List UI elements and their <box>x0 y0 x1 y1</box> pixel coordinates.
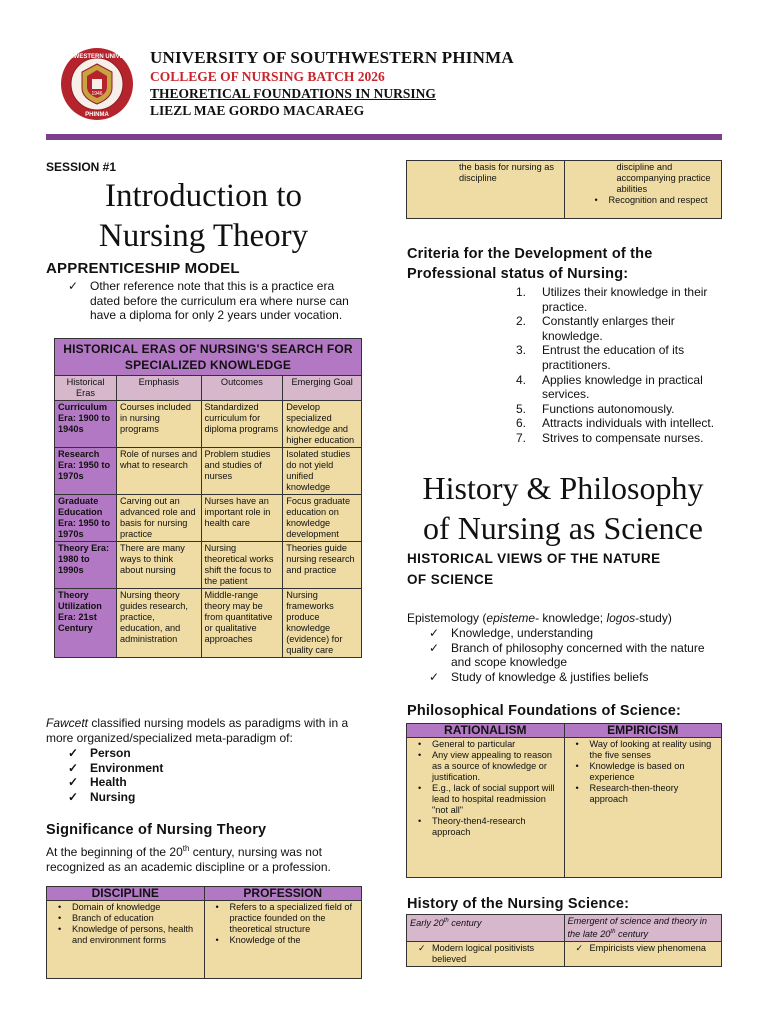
list-item: 5. Functions autonomously. <box>516 401 675 416</box>
list-item: 6. Attracts individuals with intellect. <box>516 416 715 431</box>
table-header: PROFESSION <box>204 887 362 901</box>
table-row: Curriculum Era: 1900 to 1940s Courses included in nursing programs Standardized curriculum for diploma programs Develop specialized knowledge and higher education <box>55 401 362 448</box>
table-header: RATIONALISM <box>407 724 565 738</box>
list-item: • General to particular <box>410 739 561 750</box>
foundations-heading: Philosophical Foundations of Science: <box>407 703 682 719</box>
list-item: 4. Applies knowledge in practical services. <box>516 372 703 402</box>
university-name: UNIVERSITY OF SOUTHWESTERN PHINMA <box>150 48 514 67</box>
metaparadigm-list <box>68 746 163 804</box>
nursing-science-history-table <box>406 914 722 967</box>
table-header: Emergent of science and theory in the late 20th century <box>564 915 722 942</box>
check-icon: ✓ <box>68 760 79 775</box>
header-divider <box>46 134 722 140</box>
university-seal-logo <box>52 46 142 122</box>
list-item: ✓ Study of knowledge & justifies beliefs <box>429 669 649 684</box>
list-item: • Way of looking at reality using the five senses <box>568 739 719 761</box>
table-row: Graduate Education Era: 1950 to 1970s Carving out an advanced role and basis for nursing practice Nurses have an important role in health care Focus graduate education on knowledge development <box>55 495 362 542</box>
list-item: • Knowledge of the <box>208 935 359 946</box>
session-label: SESSION #1 <box>46 160 117 174</box>
table-header: Emerging Goal <box>283 376 362 401</box>
seal-bottom-text: PHINMA <box>85 112 109 118</box>
list-item: ✓ Other reference note that this is a practice era dated before the curriculum era where nurse can have a diploma for only 2 years under vocation. <box>68 279 349 322</box>
list-item: ✓ Knowledge, understanding <box>429 626 594 640</box>
early-century-list <box>410 943 561 965</box>
check-icon: ✓ <box>429 669 440 684</box>
seal-year: 1946 <box>91 91 103 97</box>
table-header: Historical Eras <box>55 376 117 401</box>
list-item: • Knowledge is based on experience <box>568 761 719 783</box>
list-item: ✓ Nursing <box>68 789 136 804</box>
continued-cell: the basis for nursing as discipline <box>407 161 565 219</box>
list-item: 1. Utilizes their knowledge in their practice. <box>516 285 708 314</box>
list-item: • Any view appealing to reason as a source of knowledge or justification. <box>410 750 561 783</box>
table-header: Emphasis <box>117 376 202 401</box>
list-item: ✓ Modern logical positivists believed <box>418 943 535 965</box>
list-item: 2. Constantly enlarges their knowledge. <box>516 314 675 343</box>
list-item: ✓ Empiricists view phenomena <box>575 943 706 954</box>
epistemology-paragraph: Epistemology (episteme- knowledge; logos-study) <box>407 611 672 625</box>
check-icon: ✓ <box>429 640 440 655</box>
discipline-list <box>50 902 201 946</box>
discipline-profession-continued-table <box>406 160 722 219</box>
historical-views-heading: HISTORICAL VIEWS OF THE NATURE OF SCIENCE <box>407 551 661 587</box>
table-row: Theory Utilization Era: 21st Century Nursing theory guides research, practice, education, and administration Middle-range theory may be from quantitative or qualitative approaches Nursing frameworks produce knowledge (evidence) for quality care <box>55 589 362 658</box>
fawcett-paragraph: Fawcett classified nursing models as paradigms with in a more organized/specialized meta-paradigm of: <box>46 716 349 745</box>
list-item: • E.g., lack of social support will lead to hospital readmission "not all" <box>410 783 561 816</box>
table-row: Theory Era: 1980 to 1990s There are many ways to think about nursing Nursing theoretical works shift the focus to the patient Theories guide nursing research and practice <box>55 542 362 589</box>
check-icon: ✓ <box>68 746 79 760</box>
course-title: THEORETICAL FOUNDATIONS IN NURSING <box>150 86 436 101</box>
table-row: Research Era: 1950 to 1970s Role of nurses and what to research Problem studies and studies of nurses Isolated studies do not yield unified knowledge <box>55 448 362 495</box>
table-header: DISCIPLINE <box>47 887 205 901</box>
history-heading: History of the Nursing Science: <box>407 896 630 912</box>
list-item: • Refers to a specialized field of practice founded on the theoretical structure <box>208 902 359 935</box>
list-item: ✓ Environment <box>68 760 164 775</box>
check-icon: ✓ <box>68 789 79 804</box>
epistemology-list <box>429 626 723 684</box>
check-icon: ✓ <box>68 279 79 293</box>
list-item: ✓ Health <box>68 775 127 789</box>
check-icon: ✓ <box>68 775 79 789</box>
historical-eras-table <box>54 338 362 658</box>
section-title: History & Philosophy of Nursing as Science <box>422 470 704 546</box>
college-name: COLLEGE OF NURSING BATCH 2026 <box>150 69 385 84</box>
list-item: • Research-then-theory approach <box>568 783 719 805</box>
discipline-profession-table <box>46 886 362 979</box>
continued-cell: discipline and accompanying practice abilities <box>616 162 711 194</box>
list-item: 7. Strives to compensate nurses. <box>516 430 704 445</box>
list-item: ✓ Person <box>68 746 131 760</box>
page-title: Introduction to Nursing Theory <box>98 178 309 254</box>
list-item: • Recognition and respect <box>587 195 719 206</box>
table-header: Early 20th century <box>407 915 565 942</box>
check-icon: ✓ <box>429 626 440 640</box>
table-header: Outcomes <box>201 376 283 401</box>
apprenticeship-heading: APPRENTICESHIP MODEL <box>46 260 240 277</box>
seal-text: SOUTHWESTERN UNIVERSITY <box>52 54 142 60</box>
late-century-list <box>568 943 719 954</box>
profession-list <box>208 902 359 946</box>
table-header: EMPIRICISM <box>564 724 722 738</box>
significance-heading: Significance of Nursing Theory <box>46 822 267 838</box>
apprenticeship-list <box>68 279 364 323</box>
list-item: • Theory-then4-research approach <box>410 816 561 838</box>
list-item: • Domain of knowledge <box>50 902 201 913</box>
author-name: LIEZL MAE GORDO MACARAEG <box>150 103 365 118</box>
list-item: ✓ Branch of philosophy concerned with the nature and scope knowledge <box>429 640 705 669</box>
list-item: • Knowledge of persons, health and environment forms <box>50 924 201 946</box>
significance-paragraph: At the beginning of the 20th century, nursing was not recognized as an academic discipline or a profession. <box>46 844 331 874</box>
empiricism-list <box>568 739 719 805</box>
list-item: 3. Entrust the education of its practitioners. <box>516 343 685 372</box>
list-item: • Branch of education <box>50 913 201 924</box>
criteria-list <box>516 285 726 446</box>
table-caption: HISTORICAL ERAS OF NURSING'S SEARCH FOR SPECIALIZED KNOWLEDGE <box>55 339 362 376</box>
check-icon: ✓ <box>418 943 426 954</box>
rationalism-list <box>410 739 561 838</box>
document-header <box>150 48 514 119</box>
check-icon: ✓ <box>575 943 584 954</box>
continued-list <box>587 195 719 206</box>
philosophical-foundations-table <box>406 723 722 878</box>
criteria-heading: Criteria for the Development of the Professional status of Nursing: <box>407 246 653 282</box>
